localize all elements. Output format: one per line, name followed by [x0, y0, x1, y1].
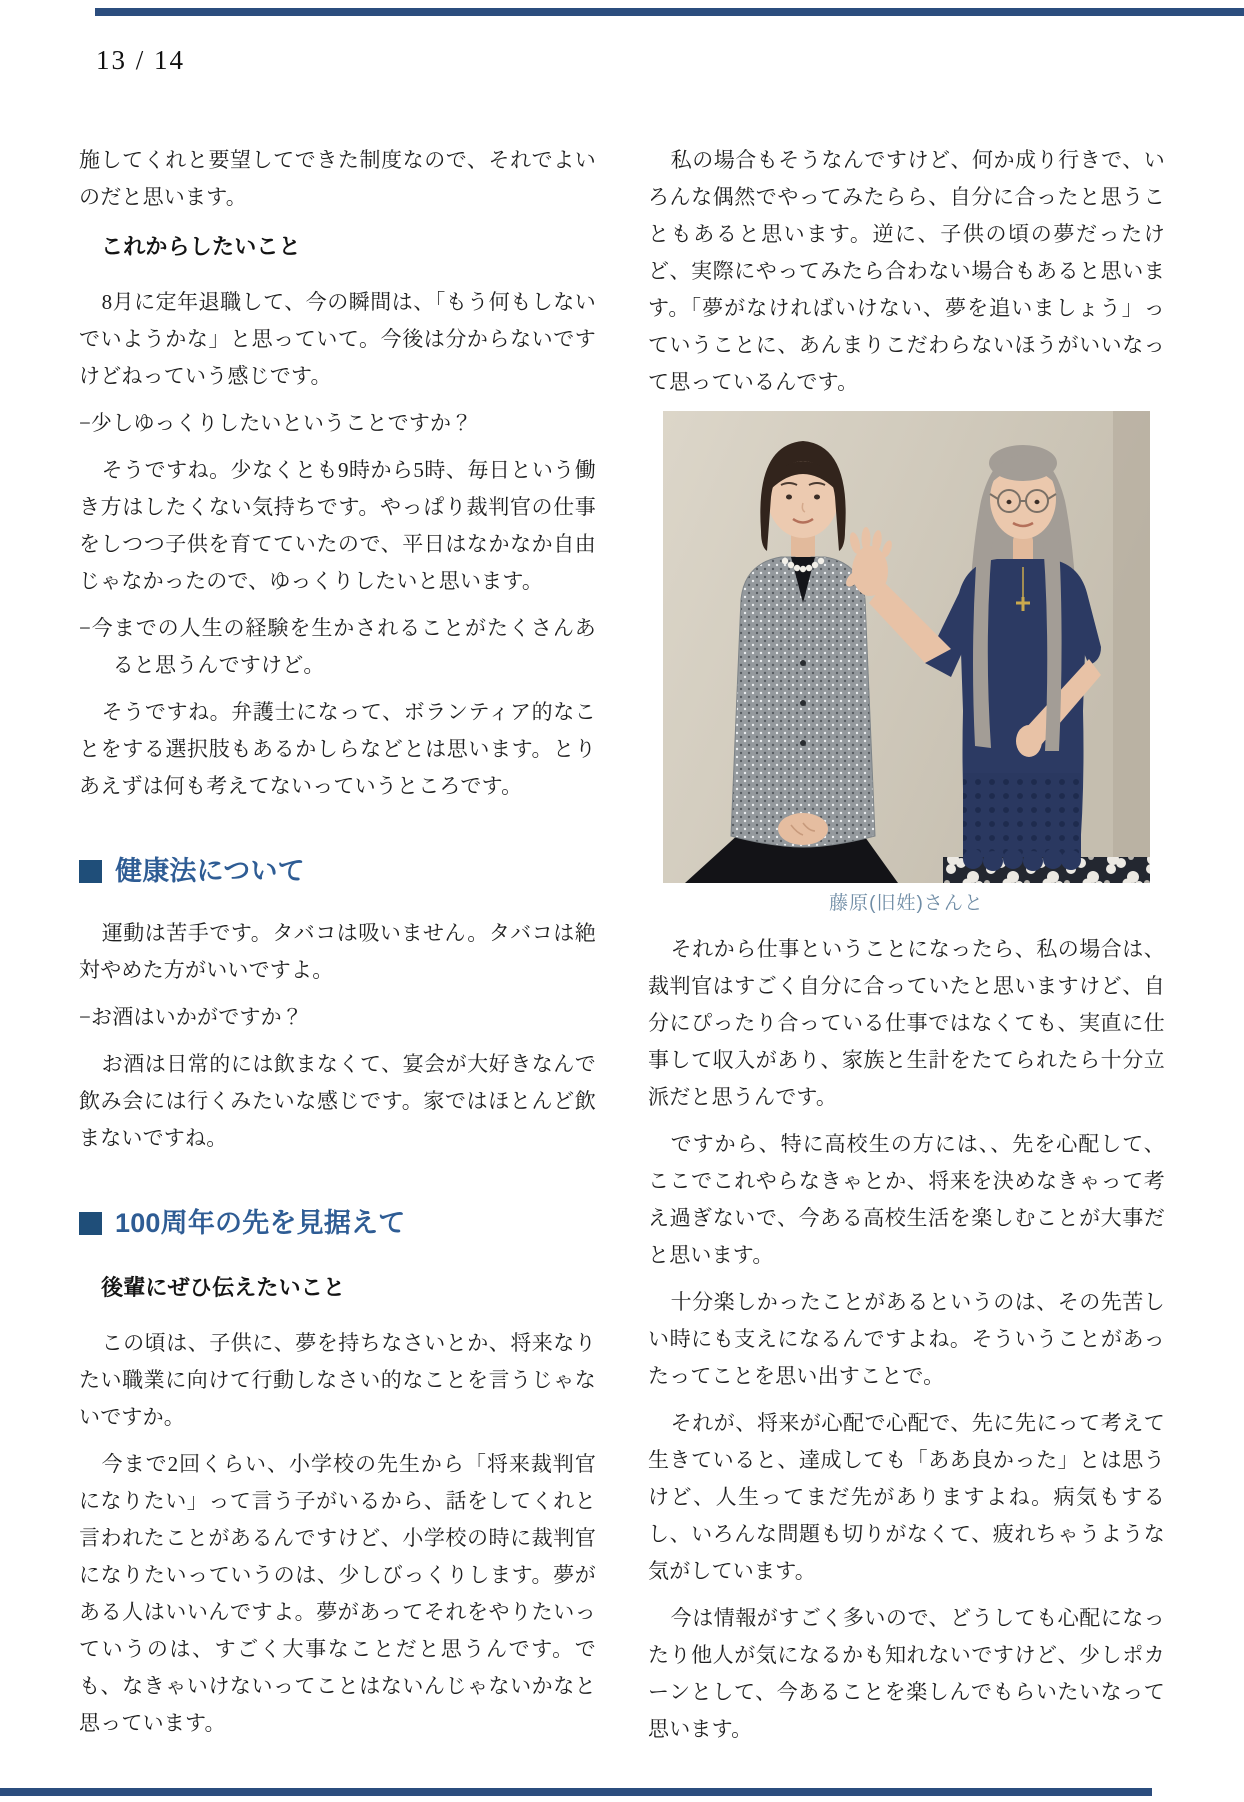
paragraph: ですから、特に高校生の方には、、先を心配して、ここでこれやらなきゃとか、将来を決めなきゃって考え過ぎないで、今ある高校生活を楽しむことが大事だと思います。	[648, 1132, 1165, 1267]
section-heading-label: 100周年の先を見据えて	[115, 1208, 406, 1238]
right-column	[648, 142, 1165, 1758]
section-bullet-icon	[79, 1212, 102, 1235]
paragraph: 今まで2回くらい、小学校の先生から「将来裁判官になりたい」って言う子がいるから、話をしてくれと言われたことがあるんですけど、小学校の時に裁判官になりたいっていうのは、少しびっくりします。夢がある人はいいんですよ。夢があってそれをやりたいっていうのは、すごく大事なことだと思うんです。でも、なきゃいけないってことはないんじゃないかなと思っています。	[79, 1452, 596, 1735]
interview-photo	[663, 411, 1150, 931]
interviewer-question: −今までの人生の経験を生かされることがたくさんあると思うんですけど。	[79, 616, 596, 677]
section-bullet-icon	[79, 860, 102, 883]
subheading-message-to-juniors: 後輩にぜひ伝えたいこと	[101, 1275, 346, 1300]
paragraph: 施してくれと要望してできた制度なので、それでよいのだと思います。	[79, 148, 596, 209]
two-column-body	[79, 142, 1165, 1758]
paragraph: 運動は苦手です。タバコは吸いません。タバコは絶対やめた方がいいですよ。	[79, 921, 596, 982]
paragraph: それが、将来が心配で心配で、先に先にって考えて生きていると、達成しても「ああ良かった」とは思うけど、人生ってまだ先がありますよね。病気もするし、いろんな問題も切りがなくて、疲れちゃうような気がしています。	[648, 1411, 1165, 1583]
paragraph: 私の場合もそうなんですけど、何か成り行きで、いろんな偶然でやってみたらら、自分に合ったと思うこともあると思います。逆に、子供の頃の夢だったけど、実際にやってみたら合わない場合もあると思います。「夢がなければいけない、夢を追いましょう」っていうことに、あんまりこだわらないほうがいいなって思っているんです。	[648, 148, 1165, 394]
left-column	[79, 142, 596, 1758]
paragraph: お酒は日常的には飲まなくて、宴会が大好きなんで飲み会には行くみたいな感じです。家ではほとんど飲まないですね。	[79, 1052, 596, 1150]
photo-two-women	[663, 411, 1150, 883]
subheading-future-plans: これからしたいこと	[101, 234, 301, 259]
paragraph: 8月に定年退職して、今の瞬間は、「もう何もしないでいようかな」と思っていて。今後は分からないですけどねっていう感じです。	[79, 290, 596, 388]
interviewer-question: −少しゆっくりしたいということですか？	[79, 411, 473, 435]
footer-rule	[0, 1788, 1152, 1796]
photo-caption: 藤原(旧姓)さんと	[829, 893, 984, 914]
paragraph: そうですね。弁護士になって、ボランティア的なことをする選択肢もあるかしらなどとは思います。とりあえずは何も考えてないっていうところです。	[79, 700, 596, 798]
paragraph: 十分楽しかったことがあるというのは、その先苦しい時にも支えになるんですよね。そういうことがあったってことを思い出すことで。	[648, 1290, 1165, 1388]
interviewer-question: −お酒はいかがですか？	[79, 1005, 304, 1029]
header-rule	[95, 8, 1244, 16]
paragraph: 今は情報がすごく多いので、どうしても心配になったり他人が気になるかも知れないですけど、少しポカーンとして、今あることを楽しんでもらいたいなって思います。	[648, 1606, 1165, 1741]
section-heading-label: 健康法について	[115, 856, 305, 886]
paragraph: そうですね。少なくとも9時から5時、毎日という働き方はしたくない気持ちです。やっぱり裁判官の仕事をしつつ子供を育てていたので、平日はなかなか自由じゃなかったので、ゆっくりしたいと思います。	[79, 458, 596, 593]
paragraph: この頃は、子供に、夢を持ちなさいとか、将来なりたい職業に向けて行動しなさい的なことを言うじゃないですか。	[79, 1331, 596, 1429]
section-heading-centennial	[79, 1203, 596, 1243]
section-heading-health	[79, 851, 596, 891]
paragraph: それから仕事ということになったら、私の場合は、裁判官はすごく自分に合っていたと思いますけど、自分にぴったり合っている仕事ではなくても、実直に仕事して収入があり、家族と生計をたてられたら十分立派だと思うんです。	[648, 937, 1165, 1109]
page-number: 13 / 14	[96, 45, 186, 75]
